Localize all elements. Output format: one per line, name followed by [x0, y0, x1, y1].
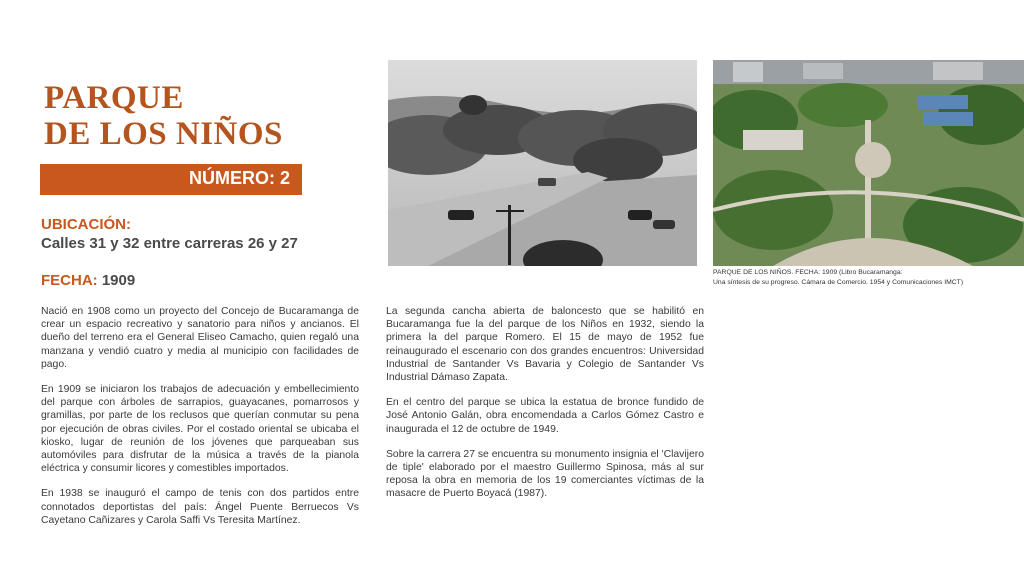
paragraph: Nació en 1908 como un proyecto del Concejo de Bucaramanga de crear un espacio recreativo y sanatorio para niños y ancianos. El dueño del terreno era el General Eliseo Camacho, quien regaló una manzana y vendió cuatro y media al municipio con facilidades de pago. — [41, 306, 359, 370]
paragraph: En 1909 se iniciaron los trabajos de adecuación y embellecimiento del parque con árboles de sarrapios, guayacanes, pomarrosos y gramillas, por parte de los reclusos que querían conmutar su pena por ejecución de obras civiles. Por el costado oriental se ubicaba el kiosko, lugar de reunión de los jóvenes que parqueaban sus automóviles para disfrutar de la música a través de la pianola eléctrica y consumir licores y comestibles importados. — [41, 384, 359, 475]
date-label: FECHA: — [41, 272, 98, 289]
location-label: UBICACIÓN: — [41, 216, 131, 233]
paragraph: La segunda cancha abierta de baloncesto que se habilitó en Bucaramanga fue la del parque de los Niños en 1932, siendo la primera la del parque Romero. El 15 de mayo de 1952 fue reinaugurado el escenario con dos grandes encuentros: Universidad Industrial de Santander Vs Bavaria y Colegio de Santander Vs Industrial Dámaso Zapata. — [386, 306, 704, 384]
location-value: Calles 31 y 32 entre carreras 26 y 27 — [41, 235, 298, 252]
page-title — [44, 80, 283, 152]
paragraph: Sobre la carrera 27 se encuentra su monumento insignia el 'Clavijero de tiple' elaborado por el maestro Guillermo Spinosa, más al sur reposa la obra en memoria de los 19 comerciantes víctimas de la masacre de Puerto Boyacá (1987). — [386, 448, 704, 500]
paragraph: En 1938 se inauguró el campo de tenis con dos partidos entre connotados deportistas del país: Ángel Puente Berruecos Vs Cayetano Cañizares y Carola Saffi Vs Teresita Martínez. — [41, 488, 359, 526]
paragraph: En el centro del parque se ubica la estatua de bronce fundido de José Antonio Galán, obra encomendada a Carlos Gómez Castro e inaugurada el 12 de octubre de 1949. — [386, 397, 704, 435]
aerial-photo — [713, 60, 1024, 266]
number-label: NÚMERO: 2 — [188, 168, 290, 188]
caption-line-2: Una síntesis de su progreso. Cámara de Comercio. 1954 y Comunicaciones IMCT) — [713, 279, 964, 286]
number-band — [40, 164, 302, 195]
date-line — [41, 272, 135, 289]
text-column-left — [41, 305, 359, 539]
title-line-2: DE LOS NIÑOS — [44, 116, 283, 152]
photo-caption — [713, 268, 1013, 288]
historic-photo — [388, 60, 697, 266]
text-column-right — [386, 305, 704, 513]
caption-line-1: PARQUE DE LOS NIÑOS. FECHA: 1909 (Libro Bucaramanga: — [713, 269, 903, 276]
date-value: 1909 — [101, 272, 136, 289]
title-line-1: PARQUE — [44, 80, 184, 116]
